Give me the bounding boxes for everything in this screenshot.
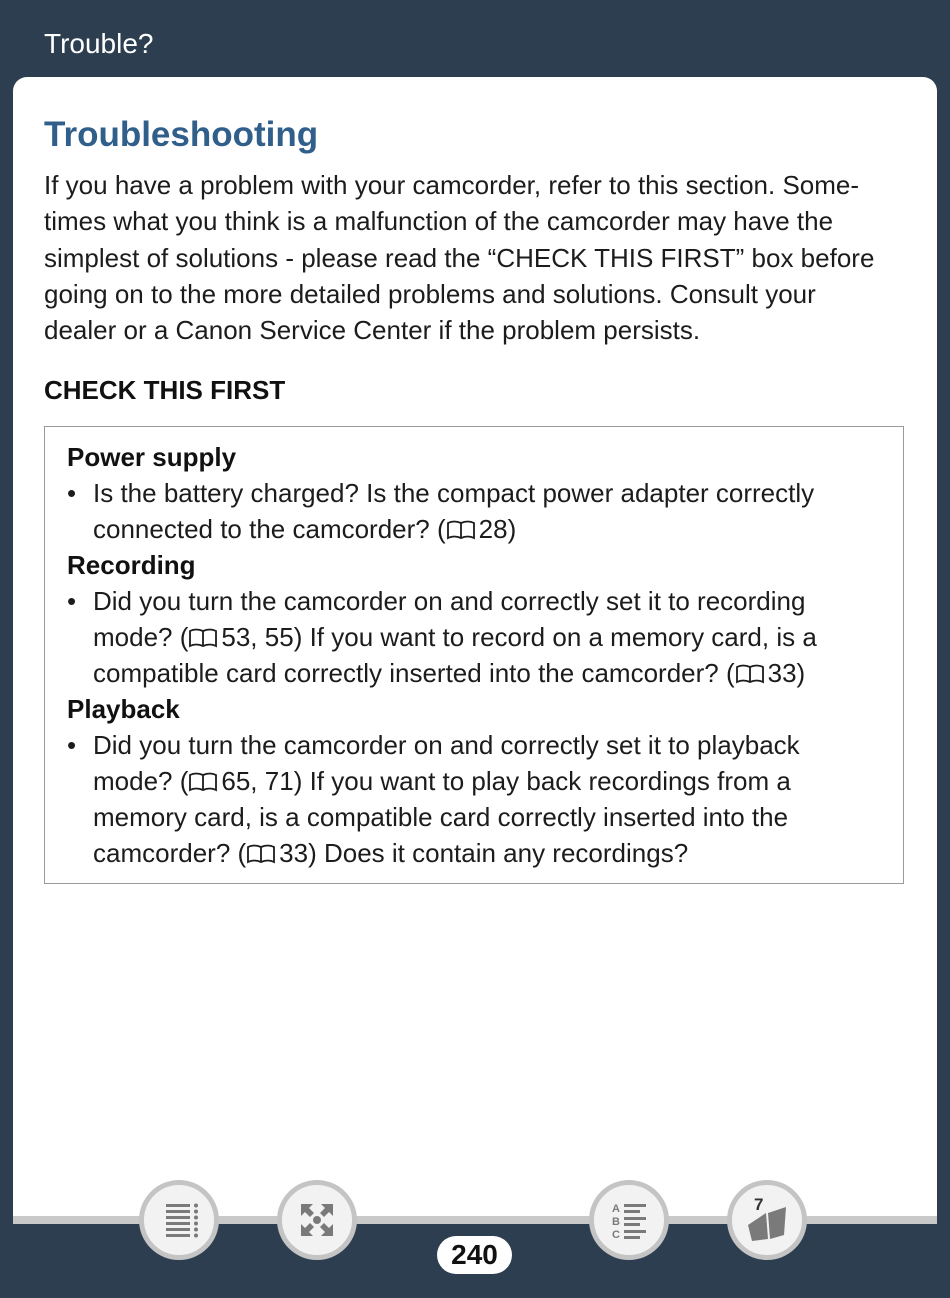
- page-reference[interactable]: [246, 838, 308, 868]
- check-first-box: [44, 426, 904, 884]
- bullet-line: compatible card correctly inserted into the camcorder? (: [93, 658, 735, 688]
- intro-line: simplest of solutions - please read the “CHECK THIS FIRST” box before: [44, 242, 875, 273]
- svg-text:C: C: [612, 1229, 620, 1241]
- content-card: [13, 77, 937, 1220]
- bullet-line: camcorder? (: [93, 838, 247, 868]
- book-icon: [446, 520, 476, 540]
- page-title: Troubleshooting: [44, 115, 319, 154]
- bullet-icon: •: [67, 478, 77, 508]
- header-title: Trouble?: [44, 28, 154, 59]
- bullet-line: Is the battery charged? Is the compact power adapter correctly: [93, 478, 815, 508]
- bullet-line: mode? (: [93, 622, 189, 652]
- intro-line: times what you think is a malfunction of the camcorder may have the: [44, 206, 834, 237]
- bullet-icon: •: [67, 730, 77, 760]
- page-reference[interactable]: [188, 766, 293, 796]
- page-reference[interactable]: [446, 514, 508, 544]
- fullscreen-button[interactable]: [277, 1180, 357, 1260]
- intro-line: going on to the more detailed problems and solutions. Consult your: [44, 278, 816, 309]
- bullet-line: ): [796, 658, 806, 688]
- bullet-line: memory card, is a compatible card correctly inserted into the: [93, 802, 789, 832]
- bullet-line: ) If you want to play back recordings from a: [293, 766, 791, 796]
- fullscreen-icon: [292, 1195, 342, 1245]
- book-icon: [246, 844, 276, 864]
- page-reference[interactable]: [735, 658, 797, 688]
- chapter-book-icon: [742, 1195, 792, 1245]
- bullet-line: mode? (: [93, 766, 189, 796]
- bullet-line: ) Does it contain any recordings?: [308, 838, 689, 868]
- chapter-button[interactable]: [727, 1180, 807, 1260]
- contents-list-icon: [154, 1195, 204, 1245]
- playback-heading: Playback: [67, 694, 180, 724]
- bullet-line: ) If you want to record on a memory card, is a: [293, 622, 817, 652]
- bullet-icon: •: [67, 586, 77, 616]
- power-supply-item: [67, 475, 887, 547]
- book-icon: [188, 628, 218, 648]
- intro-line: If you have a problem with your camcorder, refer to this section. Some-: [44, 170, 860, 200]
- index-button[interactable]: [589, 1180, 669, 1260]
- power-supply-heading: Power supply: [67, 442, 237, 472]
- page-ref-number: 53, 55: [221, 622, 294, 652]
- bullet-line: Did you turn the camcorder on and correctly set it to playback: [93, 730, 800, 760]
- intro-paragraph: [44, 167, 910, 348]
- bullet-line: connected to the camcorder? (: [93, 514, 446, 544]
- page-ref-number: 33: [767, 658, 797, 688]
- book-icon: [735, 664, 765, 684]
- bullet-line: Did you turn the camcorder on and correctly set it to recording: [93, 586, 806, 616]
- bullet-line: ): [507, 514, 517, 544]
- svg-text:A: A: [612, 1203, 620, 1215]
- recording-item: [67, 583, 887, 691]
- page-reference[interactable]: [188, 622, 293, 652]
- abc-index-icon: [604, 1195, 654, 1245]
- svg-text:B: B: [612, 1216, 620, 1228]
- page-ref-number: 65, 71: [221, 766, 294, 796]
- contents-button[interactable]: [139, 1180, 219, 1260]
- page-ref-number: 33: [279, 838, 309, 868]
- page-number: 240: [437, 1236, 512, 1274]
- check-first-heading: CHECK THIS FIRST: [44, 375, 286, 405]
- chapter-number: 7: [754, 1195, 764, 1214]
- recording-heading: Recording: [67, 550, 196, 580]
- book-icon: [188, 772, 218, 792]
- playback-item: [67, 727, 887, 871]
- intro-line: dealer or a Canon Service Center if the problem persists.: [44, 315, 701, 346]
- page-ref-number: 28: [478, 514, 508, 544]
